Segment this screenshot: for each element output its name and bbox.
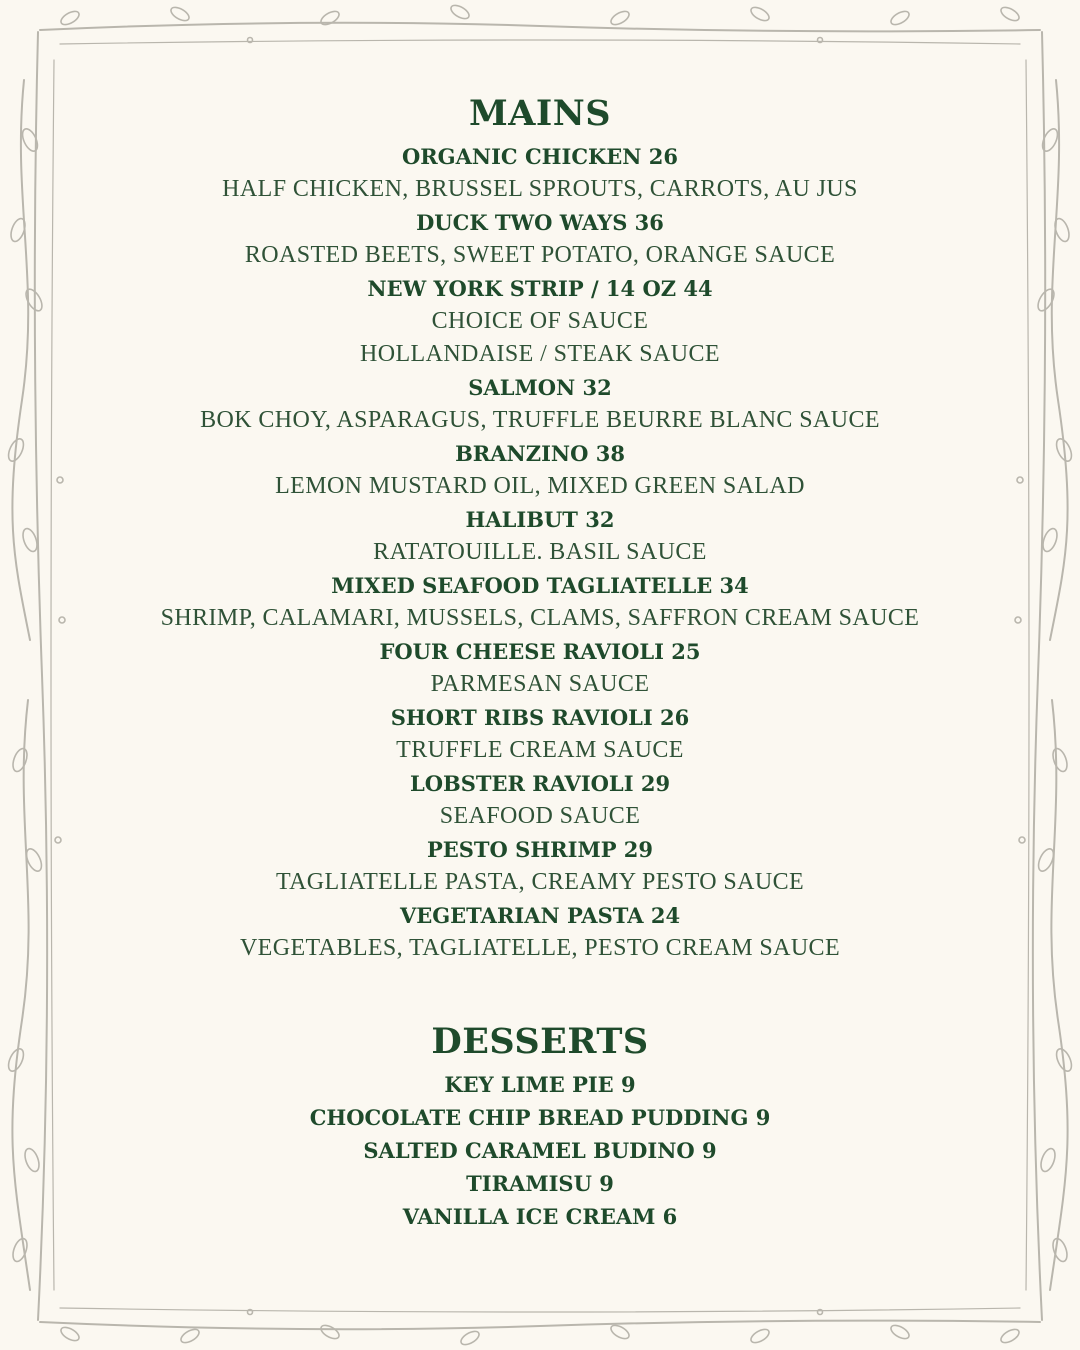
menu-item-name: PESTO SHRIMP 29 [426, 837, 654, 862]
menu-item-name: FOUR CHEESE RAVIOLI 25 [379, 639, 701, 664]
menu-item-description: CHOICE OF SAUCE [431, 308, 649, 334]
dessert-item: CHOCOLATE CHIP BREAD PUDDING 9 [309, 1105, 771, 1130]
menu-item [0, 140, 1080, 206]
menu-item-description: HALF CHICKEN, BRUSSEL SPROUTS, CARROTS, AU JUS [222, 176, 858, 202]
menu-item-description: SHRIMP, CALAMARI, MUSSELS, CLAMS, SAFFRON CREAM SAUCE [160, 605, 920, 631]
dessert-item: KEY LIME PIE 9 [444, 1072, 636, 1097]
dessert-item: TIRAMISU 9 [466, 1171, 614, 1196]
menu-item-description: TAGLIATELLE PASTA, CREAMY PESTO SAUCE [275, 869, 805, 895]
menu-item-name: DUCK TWO WAYS 36 [416, 210, 664, 235]
dessert-item: SALTED CARAMEL BUDINO 9 [363, 1138, 717, 1163]
menu-item-name: MIXED SEAFOOD TAGLIATELLE 34 [331, 573, 749, 598]
menu-item [0, 701, 1080, 767]
menu-item [0, 899, 1080, 965]
menu-item [0, 569, 1080, 635]
menu-item [0, 503, 1080, 569]
menu-item-description: VEGETABLES, TAGLIATELLE, PESTO CREAM SAUCE [239, 935, 841, 961]
menu-item-description: BOK CHOY, ASPARAGUS, TRUFFLE BEURRE BLANC SAUCE [200, 407, 880, 433]
menu-item [0, 206, 1080, 272]
menu-item-name: NEW YORK STRIP / 14 OZ 44 [367, 276, 713, 301]
menu-item-description: RATATOUILLE. BASIL SAUCE [373, 539, 707, 565]
menu-item [0, 767, 1080, 833]
menu-item-description: HOLLANDAISE / STEAK SAUCE [360, 341, 720, 367]
menu-item-description: LEMON MUSTARD OIL, MIXED GREEN SALAD [275, 473, 805, 499]
menu-item [0, 833, 1080, 899]
menu-item [0, 437, 1080, 503]
menu-item-description: TRUFFLE CREAM SAUCE [396, 737, 684, 763]
mains-list [0, 140, 1080, 965]
menu-item-description: PARMESAN SAUCE [430, 671, 650, 697]
menu-item-name: SHORT RIBS RAVIOLI 26 [390, 705, 690, 730]
menu-item [0, 272, 1080, 371]
menu-item [0, 635, 1080, 701]
menu-item-description: ROASTED BEETS, SWEET POTATO, ORANGE SAUCE [244, 242, 836, 268]
menu-item-name: VEGETARIAN PASTA 24 [399, 903, 681, 928]
desserts-list [0, 1068, 1080, 1233]
desserts-heading: DESSERTS [431, 1021, 649, 1062]
menu-item-name: BRANZINO 38 [455, 441, 625, 466]
menu-item [0, 371, 1080, 437]
dessert-item: VANILLA ICE CREAM 6 [402, 1204, 678, 1229]
menu-content [0, 92, 1080, 1233]
mains-section [0, 92, 1080, 965]
desserts-section [0, 1020, 1080, 1233]
menu-item-name: ORGANIC CHICKEN 26 [401, 144, 679, 169]
menu-item-name: LOBSTER RAVIOLI 29 [409, 771, 671, 796]
menu-item-description: SEAFOOD SAUCE [439, 803, 641, 829]
mains-heading: MAINS [468, 93, 612, 134]
menu-item-name: SALMON 32 [468, 375, 612, 400]
menu-item-name: HALIBUT 32 [465, 507, 615, 532]
